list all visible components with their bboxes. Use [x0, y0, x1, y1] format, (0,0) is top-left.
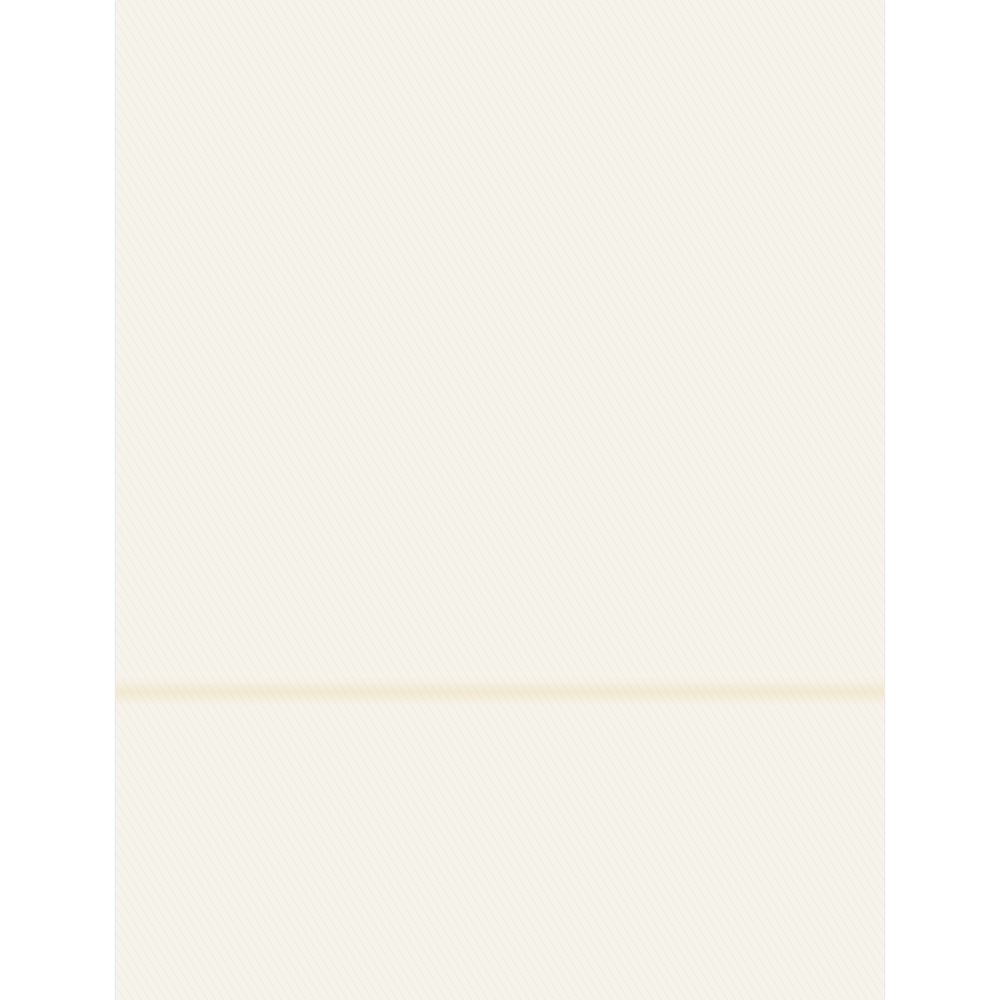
document-page — [116, 0, 884, 1000]
paper-fold — [116, 678, 884, 706]
